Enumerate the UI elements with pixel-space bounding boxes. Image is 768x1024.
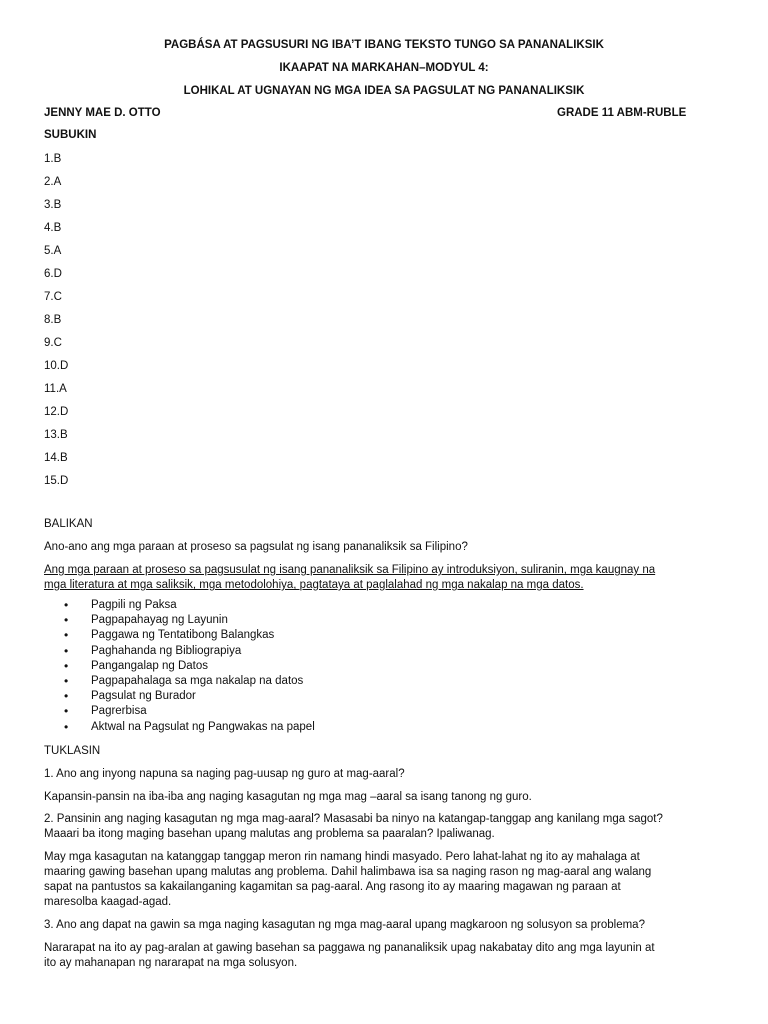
- question-1: 1. Ano ang inyong napuna sa naging pag-uusap ng guro at mag-aaral?: [44, 768, 405, 780]
- answer-item: 7.C: [44, 291, 62, 303]
- question-2: Maaari ba itong maging basehan upang malutas ang problema sa paaralan? Ipaliwanag.: [44, 828, 495, 840]
- subukin-heading: SUBUKIN: [44, 129, 97, 141]
- answer-3: Nararapat na ito ay pag-aralan at gawing basehan sa paggawa ng pananaliksik upag nakabatay dito ang mga layunin at: [44, 942, 655, 954]
- balikan-answer: Ang mga paraan at proseso sa pagsusulat ng isang pananaliksik sa Filipino ay introduksiyon, suliranin, mga kaugnay na: [44, 564, 656, 576]
- document-title: PAGBÁSA AT PAGSUSURI NG IBA’T IBANG TEKSTO TUNGO SA PANANALIKSIK: [164, 39, 604, 51]
- module-label: IKAAPAT NA MARKAHAN–MODYUL 4:: [279, 62, 489, 74]
- list-item: • Paghahanda ng Bibliograpiya: [64, 644, 315, 659]
- answer-1: Kapansin-pansin na iba-iba ang naging kasagutan ng mga mag –aaral sa isang tanong ng guro.: [44, 791, 532, 803]
- answer-item: 1.B: [44, 153, 62, 165]
- list-item: • Pagsulat ng Burador: [64, 689, 315, 704]
- student-grade: GRADE 11 ABM-RUBLE: [557, 107, 687, 119]
- list-item: • Pangangalap ng Datos: [64, 659, 315, 674]
- question-3: 3. Ano ang dapat na gawin sa mga naging kasagutan ng mga mag-aaral upang magkaroon ng solusyon sa problema?: [44, 919, 645, 931]
- answer-item: 10.D: [44, 360, 69, 372]
- answer-item: 6.D: [44, 268, 62, 280]
- answer-item: 5.A: [44, 245, 62, 257]
- answer-2: maresolba kaagad-agad.: [44, 896, 172, 908]
- balikan-answer: mga literatura at mga saliksik, mga metodolohiya, pagtataya at paglalahad ng mga nakalap na mga datos.: [44, 579, 584, 591]
- list-item: • Aktwal na Pagsulat ng Pangwakas na papel: [64, 720, 315, 735]
- answer-item: 15.D: [44, 475, 69, 487]
- answer-2: maaring gawing basehan upang malutas ang problema. Dahil halimbawa isa sa naging rason ng mag-aaral ang walang: [44, 866, 652, 878]
- answer-item: 8.B: [44, 314, 62, 326]
- answer-item: 11.A: [44, 383, 67, 395]
- list-item: • Paggawa ng Tentatibong Balangkas: [64, 628, 315, 643]
- module-title: LOHIKAL AT UGNAYAN NG MGA IDEA SA PAGSULAT NG PANANALIKSIK: [183, 85, 585, 97]
- list-item: • Pagpili ng Paksa: [64, 598, 315, 613]
- process-steps-list: [64, 598, 315, 735]
- answer-2: sapat na pantustos sa kakailanganing kagamitan sa pag-aaral. Ang rasong ito ay maaring magawan ng paraan at: [44, 881, 621, 893]
- answer-2: May mga kasagutan na katanggap tanggap meron rin namang hindi masyado. Pero lahat-lahat ng ito ay mahalaga at: [44, 851, 640, 863]
- list-item: • Pagrerbisa: [64, 704, 315, 719]
- answer-item: 3.B: [44, 199, 62, 211]
- answer-item: 14.B: [44, 452, 68, 464]
- answer-item: 9.C: [44, 337, 62, 349]
- tuklasin-heading: TUKLASIN: [44, 745, 101, 757]
- answer-3: ito ay mahanapan ng nararapat na mga solusyon.: [44, 957, 298, 969]
- list-item: • Pagpapahalaga sa mga nakalap na datos: [64, 674, 315, 689]
- balikan-question: Ano-ano ang mga paraan at proseso sa pagsulat ng isang pananaliksik sa Filipino?: [44, 541, 468, 553]
- answer-item: 13.B: [44, 429, 68, 441]
- list-item: • Pagpapahayag ng Layunin: [64, 613, 315, 628]
- question-2: 2. Pansinin ang naging kasagutan ng mga mag-aaral? Masasabi ba ninyo na katangap-tanggap ang kanilang mga sagot?: [44, 813, 663, 825]
- answer-item: 12.D: [44, 406, 69, 418]
- answer-item: 2.A: [44, 176, 62, 188]
- answer-item: 4.B: [44, 222, 62, 234]
- balikan-heading: BALIKAN: [44, 518, 93, 530]
- student-name: JENNY MAE D. OTTO: [44, 107, 161, 119]
